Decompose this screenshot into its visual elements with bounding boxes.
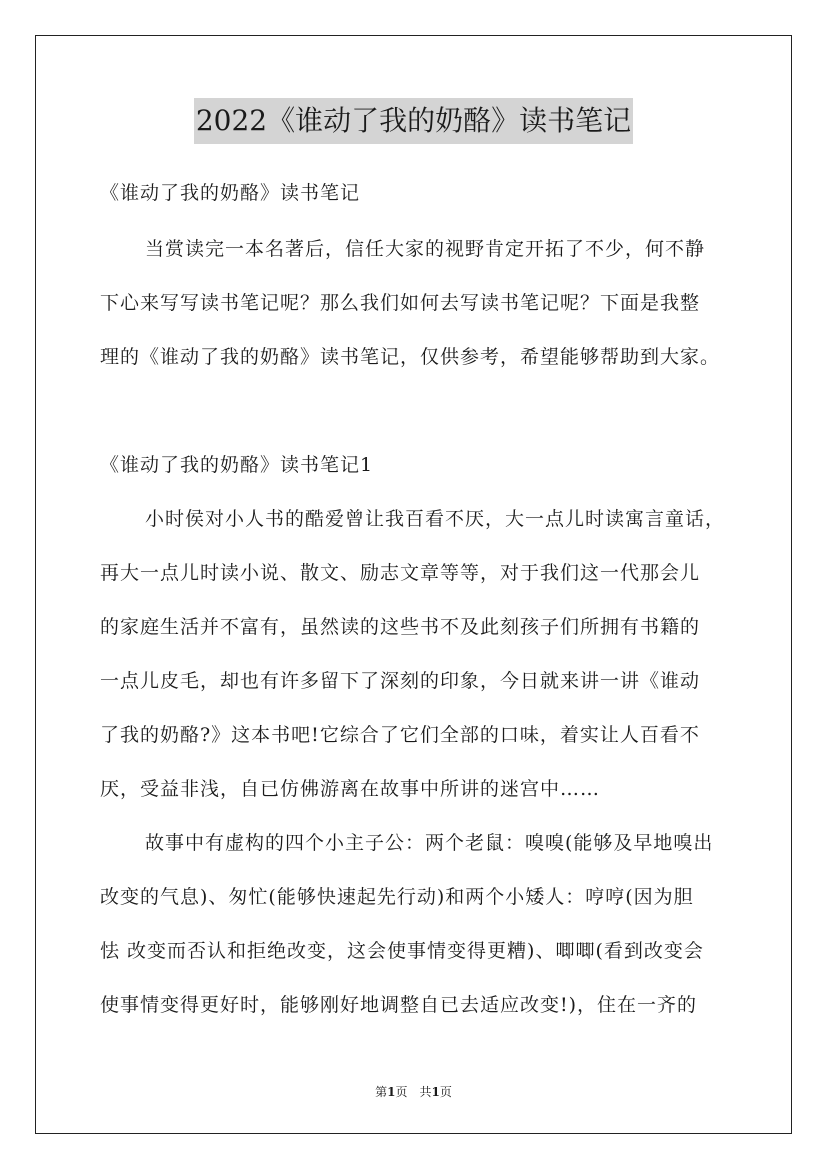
- footer-suffix: 页: [439, 1085, 452, 1099]
- title-container: [0, 98, 827, 144]
- paragraph-line: 怯 改变而否认和拒绝改变，这会使事情变得更糟)、唧唧(看到改变会: [100, 940, 704, 962]
- paragraph-line: 理的《谁动了我的奶酪》读书笔记，仅供参考，希望能够帮助到大家。: [100, 346, 721, 368]
- paragraph-line: 故事中有虚构的四个小主子公：两个老鼠：嗅嗅(能够及早地嗅出: [145, 832, 714, 854]
- paragraph-line: 的家庭生活并不富有，虽然读的这些书不及此刻孩子们所拥有书籍的: [100, 616, 701, 638]
- paragraph-line: 当赏读完一本名著后，信任大家的视野肯定开拓了不少，何不静: [145, 238, 706, 260]
- section-heading: 《谁动了我的奶酪》读书笔记1: [100, 454, 374, 476]
- paragraph-line: 厌，受益非浅，自已仿佛游离在故事中所讲的迷宫中……: [100, 778, 601, 800]
- footer-middle: 页 共: [395, 1085, 432, 1099]
- paragraph-line: 一点儿皮毛，却也有许多留下了深刻的印象，今日就来讲一讲《谁动: [100, 670, 701, 692]
- section-heading: 《谁动了我的奶酪》读书笔记: [100, 182, 361, 204]
- paragraph-line: 下心来写写读书笔记呢？那么我们如何去写读书笔记呢？下面是我整: [100, 292, 701, 314]
- paragraph-line: 小时侯对小人书的酷爱曾让我百看不厌，大一点儿时读寓言童话，: [145, 508, 726, 530]
- paragraph-line: 使事情变得更好时，能够刚好地调整自已去适应改变!)，住在一齐的: [100, 994, 698, 1016]
- document-title: 2022《谁动了我的奶酪》读书笔记: [194, 98, 633, 144]
- paragraph-line: 了我的奶酪?》这本书吧!它综合了它们全部的口味，着实让人百看不: [100, 724, 700, 746]
- footer-page-number: 1: [387, 1085, 396, 1099]
- paragraph-line: 再大一点儿时读小说、散文、励志文章等等，对于我们这一代那会儿: [100, 562, 701, 584]
- footer-page-total: 1: [431, 1085, 440, 1099]
- page-footer: [0, 1084, 827, 1100]
- footer-prefix: 第: [375, 1085, 388, 1099]
- paragraph-line: 改变的气息)、匆忙(能够快速起先行动)和两个小矮人：哼哼(因为胆: [100, 886, 694, 908]
